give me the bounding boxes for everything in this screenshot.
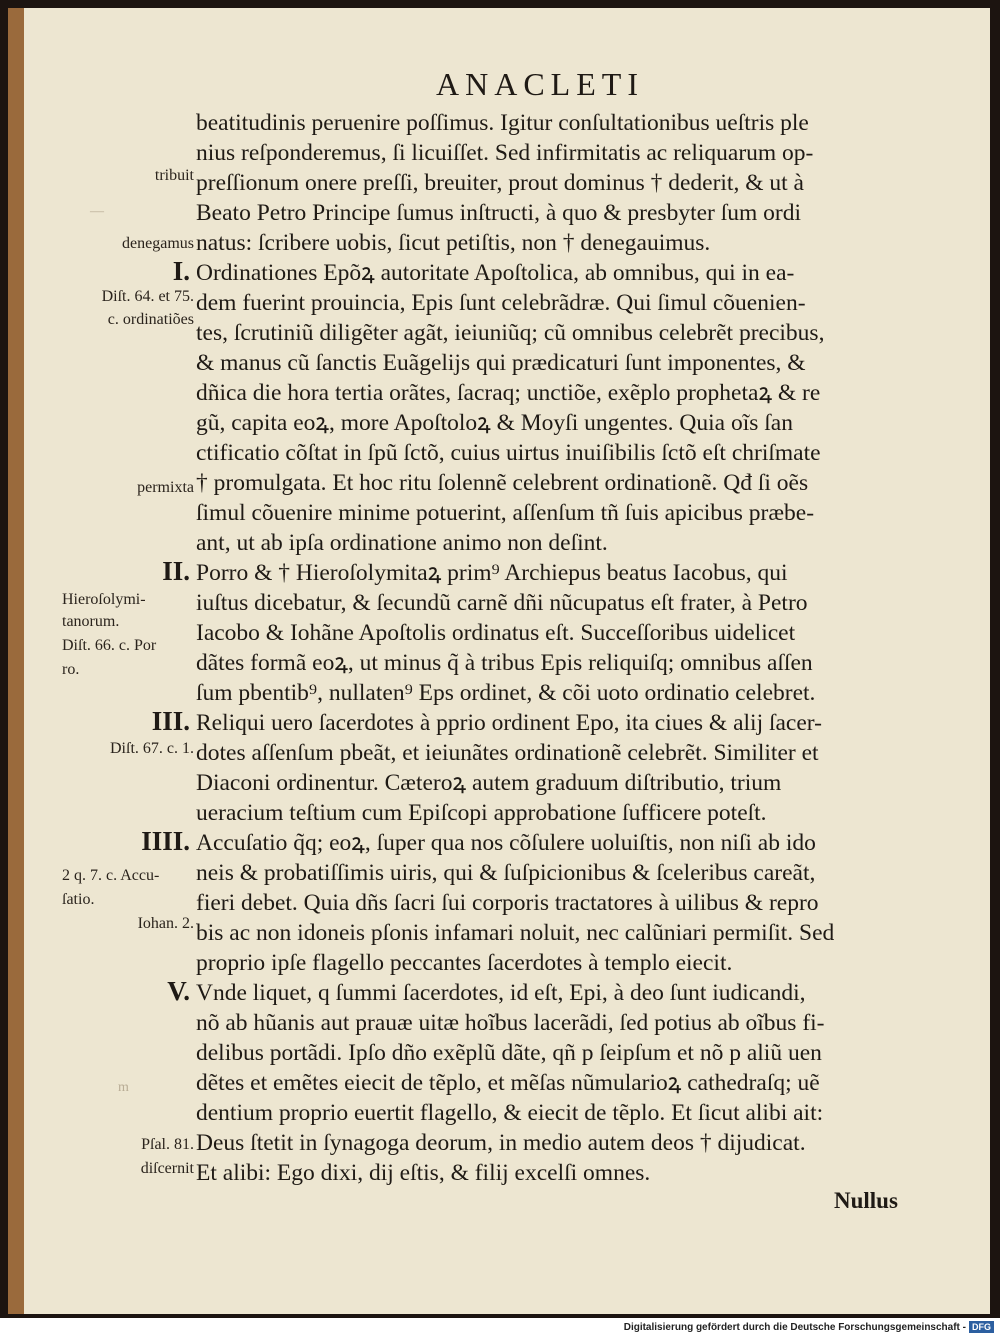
text-line: dẽtes et emẽtes eiecit de tẽplo, et mẽſas nũmularioꝝ cathedraſq; uẽ (196, 1070, 820, 1096)
text-line: Diaconi ordinentur. Cæteroꝝ autem graduum diſtributio, trium (196, 770, 782, 796)
text-line: ſimul cõuenire minime potuerint, aſſenſum tñ ſuis apicibus præbe- (196, 500, 815, 526)
faint-ink-mark: — (90, 204, 104, 219)
section-number-4: IIII. (141, 826, 190, 856)
text-line: Iacobo & Iohãne Apoſtolis ordinatus eſt. Succeſſoribus uidelicet (196, 620, 796, 646)
text-line: dãtes formã eoꝝ, ut minus q̃ à tribus Epis reliquiſq; omnibus aſſen (196, 650, 813, 676)
text-line: Accuſatio q̃q; eoꝝ, ſuper qua nos cõſulere uoluiſtis, non niſi ab ido (196, 830, 816, 856)
text-line: beatitudinis peruenire poſſimus. Igitur conſultationibus ueſtris ple (196, 110, 809, 136)
text-line: dem fuerint prouincia, Epis ſunt celebrãdræ. Qui ſimul cõuenien- (196, 290, 806, 316)
text-line: Ordinationes Epõꝝ autoritate Apoſtolica, ab omnibus, qui in ea- (196, 260, 795, 286)
section-number-2: II. (162, 556, 190, 586)
text-line: † promulgata. Et hoc ritu ſolennẽ celebrent ordinationẽ. Qđ ſi oẽs (196, 470, 809, 496)
text-line: nõ ab hũanis aut prauæ uitæ hoĩbus lacerãdi, ſed potius ab oĩbus fi- (196, 1010, 825, 1036)
margin-note-hierosolymitanorum: Hieroſolymi- (62, 591, 146, 608)
text-line: bis ac non idoneis pſonis infamari noluit, nec calũniari permiſit. Sed (196, 920, 835, 946)
text-line: dentium proprio euertit flagello, & eiecit de tẽplo. Et ſicut alibi ait: (196, 1100, 824, 1126)
text-line: neis & probatiſſimis uiris, qui & ſuſpicionibus & ſceleribus careãt, (196, 860, 816, 886)
catchword: Nullus (834, 1188, 898, 1213)
digitization-credit: Digitalisierung gefördert durch die Deutsche Forschungsgemeinschaft - (623, 1322, 966, 1333)
text-line: Vnde liquet, q ſummi ſacerdotes, id eſt, Epi, à deo ſunt iudicandi, (196, 980, 806, 1006)
text-line: & manus cũ ſanctis Euãgelijs qui prædicaturi ſunt imponentes, & (196, 350, 806, 376)
margin-note-q7-accusatio-cont: ſatio. (62, 891, 95, 908)
dfg-logo: DFG (969, 1321, 994, 1333)
margin-note-distinctio-64-75: Diſt. 64. et 75. (101, 288, 194, 305)
text-line: Deus ſtetit in ſynagoga deorum, in medio autem deos † dijudicat. (196, 1130, 806, 1156)
text-line: delibus portãdi. Ipſo dño exẽplũ dãte, qñ p ſeipſum et nõ p aliũ uen (196, 1040, 822, 1066)
section-number-3: III. (151, 706, 190, 736)
text-line: preſſionum onere preſſi, breuiter, prout dominus † dederit, & ut à (196, 170, 804, 196)
margin-note-hierosolymitanorum-cont: tanorum. (62, 613, 120, 630)
text-line: Beato Petro Principe ſumus inſtructi, à quo & presbyter ſum ordi (196, 200, 802, 226)
section-number-1: I. (172, 256, 190, 286)
margin-note-psalm: Pſal. 81. (141, 1136, 194, 1153)
main-text-block (196, 108, 936, 1188)
text-line: gũ, capita eoꝝ, more Apoſtoloꝝ & Moyſi ungentes. Quia oĩs ſan (196, 410, 793, 436)
margin-note-distinctio-66-cont: ro. (62, 661, 80, 678)
margin-note-c-ordinationes: c. ordinatiões (107, 311, 194, 328)
text-line: tes, ſcrutiniũ diligẽter agãt, ieiuniũq; cũ omnibus celebrẽt precibus, (196, 320, 825, 346)
faint-ink-mark: m (118, 1080, 129, 1095)
text-line: natus: ſcribere uobis, ſicut petiſtis, non † denegauimus. (196, 230, 711, 256)
text-line: Porro & † Hieroſolymitaꝝ prim⁹ Archiepus beatus Iacobus, qui (196, 560, 788, 586)
text-line: Et alibi: Ego dixi, dij eſtis, & filij excelſi omnes. (196, 1160, 651, 1186)
section-number-5: V. (167, 976, 190, 1006)
margin-note-distinctio-67: Diſt. 67. c. 1. (110, 740, 194, 757)
text-line: ant, ut ab ipſa ordinatione animo non deſint. (196, 530, 608, 556)
text-line: Reliqui uero ſacerdotes à pprio ordinent Epo, ita ciues & alij ſacer- (196, 710, 822, 736)
text-line: dotes aſſenſum pbeãt, et ieiunãtes ordinationẽ celebrẽt. Similiter et (196, 740, 819, 766)
margin-note-denegamus: denegamus (122, 235, 194, 252)
text-line: ueracium teſtium cum Epiſcopi approbatione ſufficere poteſt. (196, 800, 767, 826)
margin-note-iohan: Iohan. 2. (137, 915, 194, 932)
text-line: proprio ipſe flagello peccantes ſacerdotes à templo eiecit. (196, 950, 733, 976)
running-head: ANACLETI (436, 66, 644, 102)
text-line: nius reſponderemus, ſi licuiſſet. Sed infirmitatis ac reliquarum op- (196, 140, 814, 166)
text-line: iuſtus dicebatur, & ſecundũ carnẽ dñi nũcupatus eſt frater, à Petro (196, 590, 808, 616)
footer-bar (0, 1318, 1000, 1341)
margin-note-q7-accusatio: 2 q. 7. c. Accu- (62, 867, 160, 884)
margin-note-distinctio-66: Diſt. 66. c. Por (62, 637, 157, 654)
text-line: dñica die hora tertia orãtes, ſacraq; unctiõe, exẽplo prophetaꝝ & re (196, 380, 821, 406)
margin-note-discernit: diſcernit (140, 1160, 194, 1177)
margin-note-permixta: permixta (137, 479, 194, 496)
text-line: ſum pbentib⁹, nullaten⁹ Eps ordinet, & cõi uoto ordinatio celebret. (196, 680, 816, 706)
text-line: ctificatio cõſtat in ſpũ ſctõ, cuius uirtus inuiſibilis ſctõ eſt chriſmate (196, 440, 821, 466)
margin-note-tribuit: tribuit (154, 167, 194, 184)
text-line: fieri debet. Quia dñs ſacri ſui corporis tractatores à uilibus & repro (196, 890, 819, 916)
